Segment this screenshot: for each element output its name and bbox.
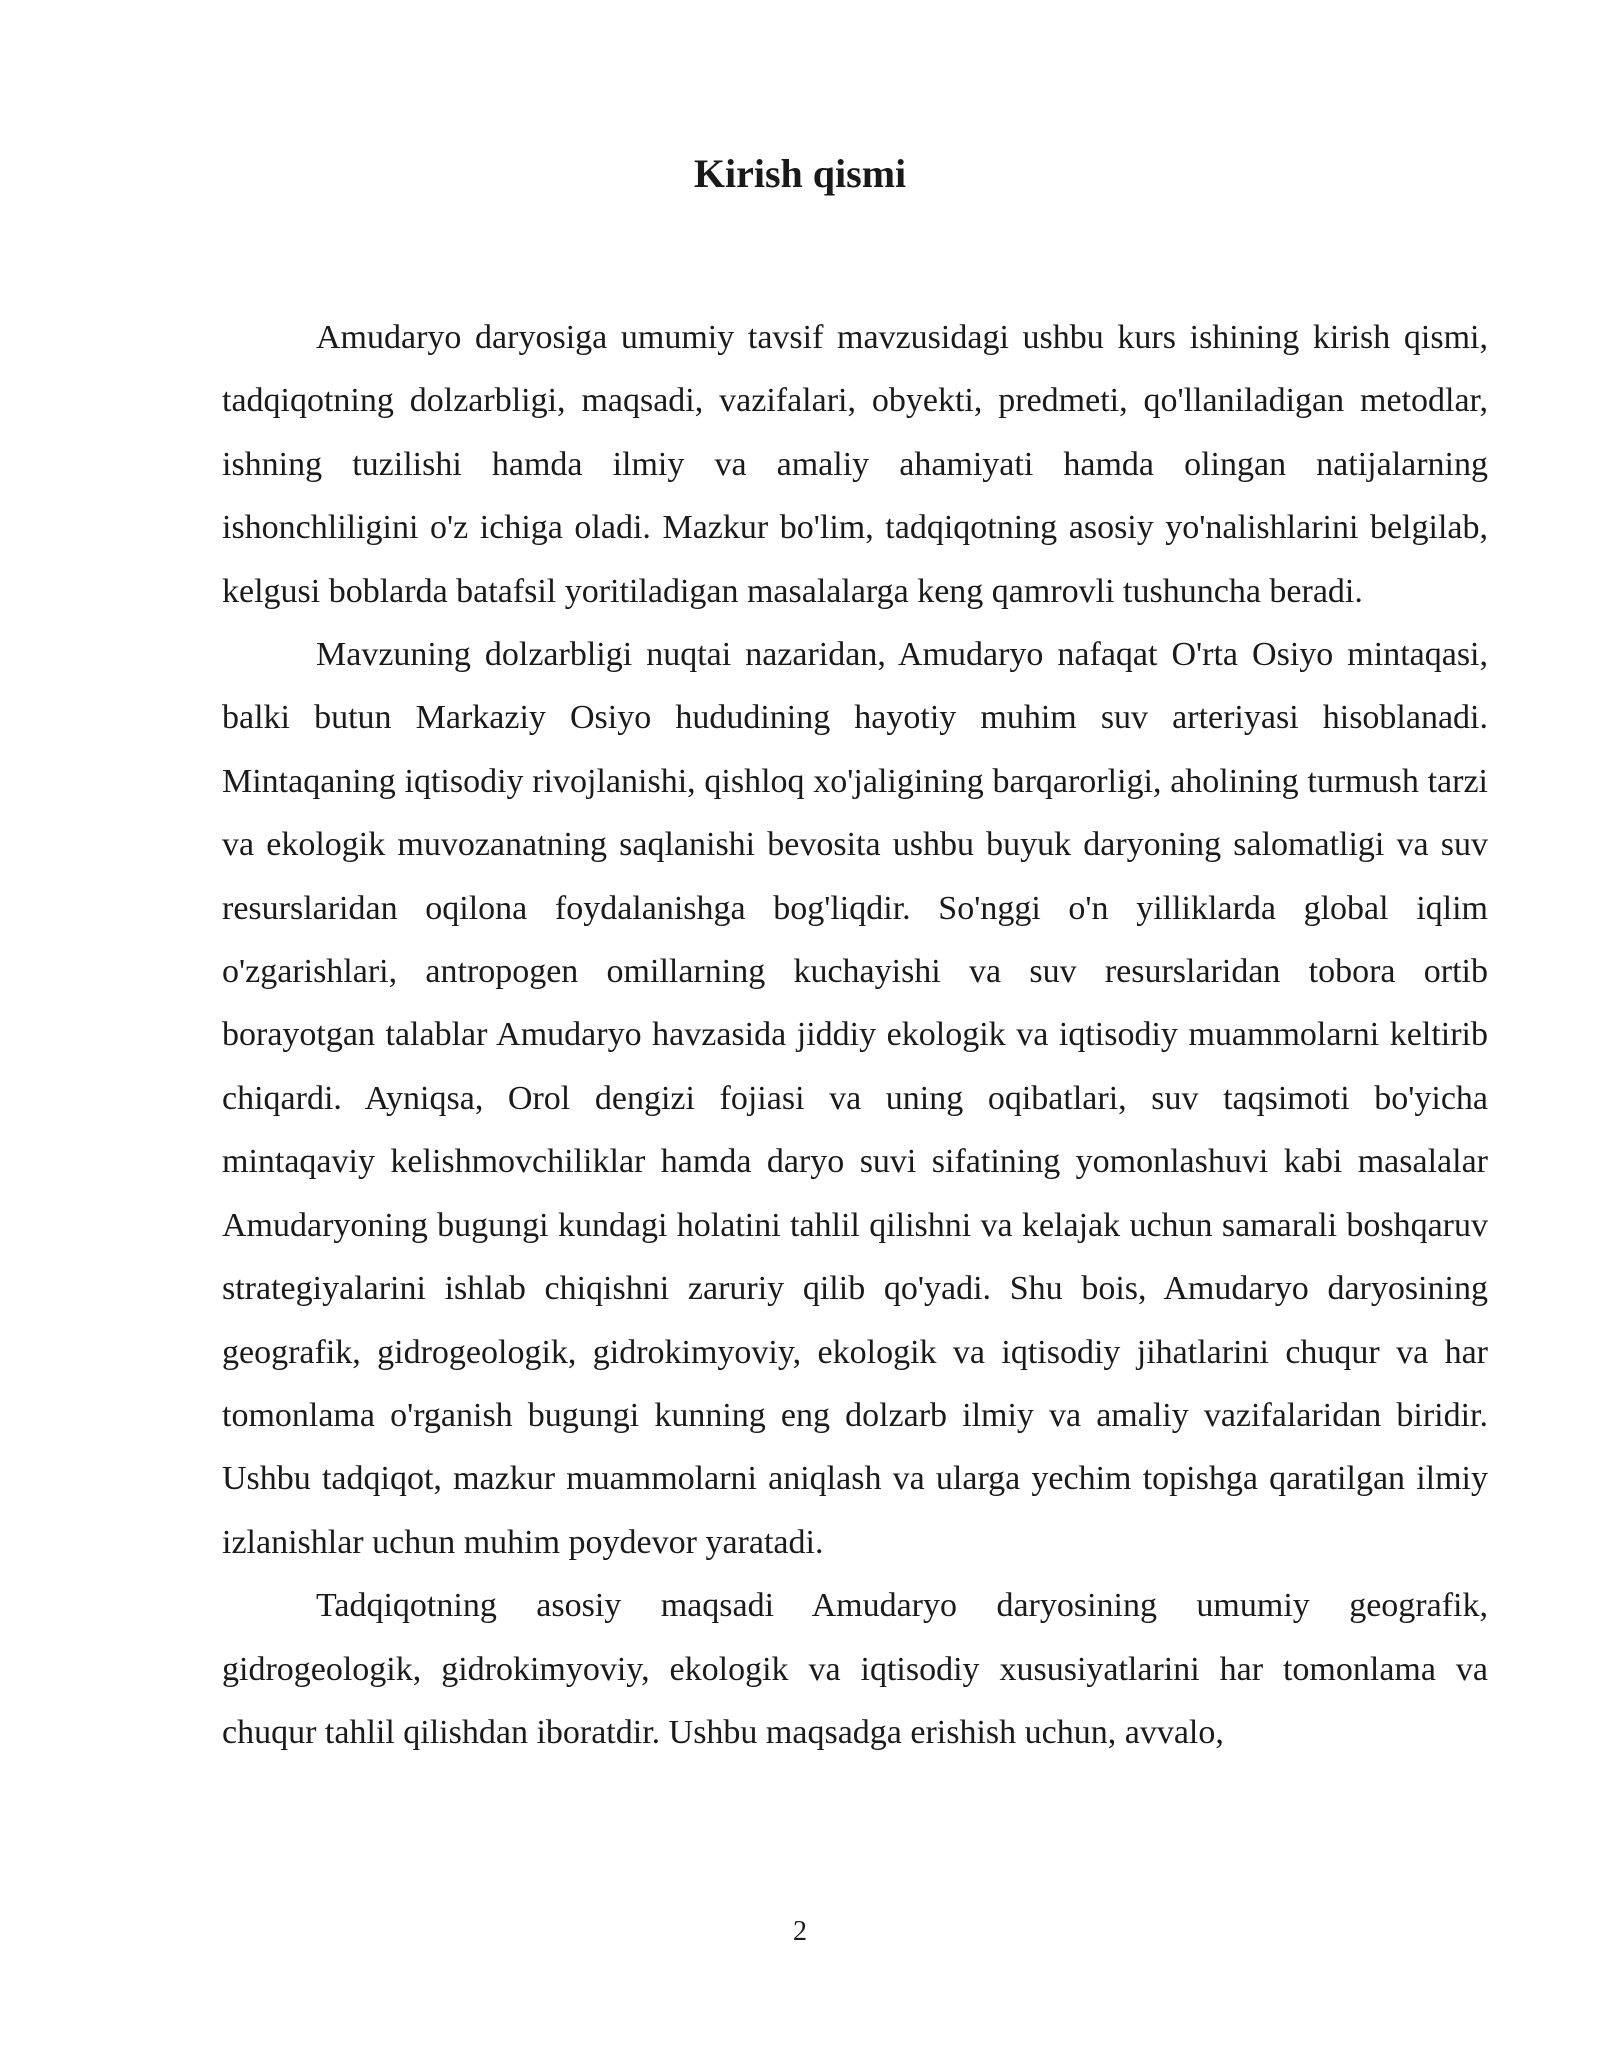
page-number: 2 bbox=[793, 1916, 807, 1947]
paragraph-relevance: Mavzuning dolzarbligi nuqtai nazaridan, Amudaryo nafaqat O'rta Osiyo mintaqasi, balki butun Markaziy Osiyo hududining hayotiy muhim suv arteriyasi hisoblanadi. Mintaqaning iqtisodiy rivojlanishi, qishloq xo'jaligining barqarorligi, aholining turmush tarzi va ekologik muvozanatning saqlanishi bevosita ushbu buyuk daryoning salomatligi va suv resurslaridan oqilona foydalanishga bog'liqdir. So'nggi o'n yilliklarda global iqlim o'zgarishlari, antropogen omillarning kuchayishi va suv resurslaridan tobora ortib borayotgan talablar Amudaryo havzasida jiddiy ekologik va iqtisodiy muammolarni keltirib chiqardi. Ayniqsa, Orol dengizi fojiasi va uning oqibatlari, suv taqsimoti bo'yicha mintaqaviy kelishmovchiliklar hamda daryo suvi sifatining yomonlashuvi kabi masalalar Amudaryoning bugungi kundagi holatini tahlil qilishni va kelajak uchun samarali boshqaruv strategiyalarini ishlab chiqishni zaruriy qilib qo'yadi. Shu bois, Amudaryo daryosining geografik, gidrogeologik, gidrokimyoviy, ekologik va iqtisodiy jihatlarini chuqur va har tomonlama o'rganish bugungi kunning eng dolzarb ilmiy va amaliy vazifalaridan biridir. Ushbu tadqiqot, mazkur muammolarni aniqlash va ularga yechim topishga qaratilgan ilmiy izlanishlar uchun muhim poydevor yaratadi. bbox=[222, 636, 1488, 1561]
paragraph-introduction: Amudaryo daryosiga umumiy tavsif mavzusidagi ushbu kurs ishining kirish qismi, tadqiqotning dolzarbligi, maqsadi, vazifalari, obyekti, predmeti, qo'llaniladigan metodlar, ishning tuzilishi hamda ilmiy va amaliy ahamiyati hamda olingan natijalarning ishonchliligini o'z ichiga oladi. Mazkur bo'lim, tadqiqotning asosiy yo'nalishlarini belgilab, kelgusi boblarda batafsil yoritiladigan masalalarga keng qamrovli tushuncha beradi. bbox=[222, 319, 1488, 610]
body-text bbox=[222, 306, 1488, 1764]
paragraph-goal: Tadqiqotning asosiy maqsadi Amudaryo daryosining umumiy geografik, gidrogeologik, gidrokimyoviy, ekologik va iqtisodiy xususiyatlarini har tomonlama va chuqur tahlil qilishdan iboratdir. Ushbu maqsadga erishish uchun, avvalo, bbox=[222, 1587, 1488, 1751]
page-title: Kirish qismi bbox=[693, 151, 907, 196]
